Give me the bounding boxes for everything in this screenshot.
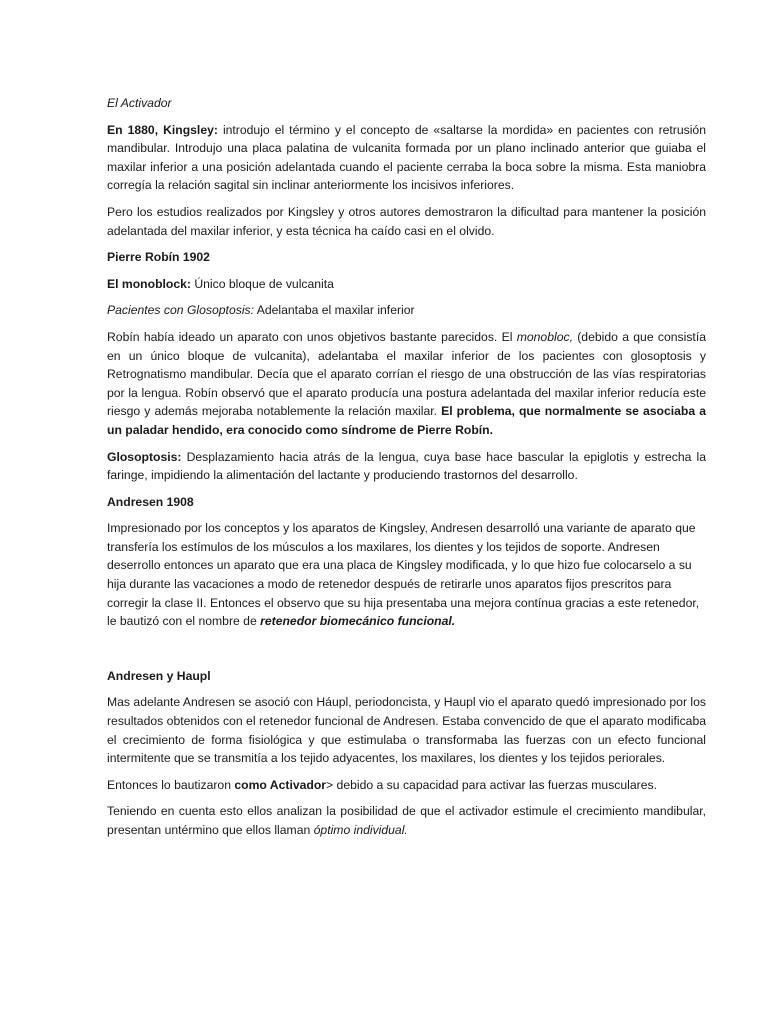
- paragraph-optimo: [107, 802, 706, 839]
- document-title: El Activador: [107, 96, 172, 110]
- heading-andresen: Andresen 1908: [107, 494, 194, 509]
- optimo-italic: óptimo individual.: [313, 823, 408, 837]
- andresen-text: Impresionado por los conceptos y los aparatos de Kingsley, Andresen desarrolló una variante de aparato que transfería los estímulos de los músculos a los maxilares, los dientes y los tejidos de soporte. Andresen deserrollo entonces un aparato que era una placa de Kingsley modificada, y lo que hizo fue colocarselo a su hija durante las vacaciones a modo de retenedor después de retirarle unos aparatos fijos prescritos para corregir la clase II. Entonces el observo que su hija presentaba una mejora contínua gracias a este retenedor, le bautizó con el nombre de: [107, 521, 700, 629]
- bautizaron-activador: como Activador: [234, 777, 327, 792]
- paragraph-bautizaron: [107, 776, 706, 795]
- paragraph-andresen: [107, 519, 706, 631]
- heading-pierre-robin: Pierre Robín 1902: [107, 250, 210, 265]
- monoblock-text: Único bloque de vulcanita: [190, 276, 334, 291]
- robin-monobloc: monobloc,: [516, 329, 573, 344]
- bautizaron-text-2: > debido a su capacidad para activar las fuerzas musculares.: [326, 777, 657, 792]
- glosoptosis-def-lead: Glosoptosis:: [107, 449, 182, 464]
- optimo-text: Teniendo en cuenta esto ellos analizan la posibilidad de que el activador estimule el crecimiento mandibular, presentan untérmino que ellos llaman: [107, 804, 706, 837]
- paragraph-robin: [107, 328, 706, 440]
- paragraph-haupl: Mas adelante Andresen se asoció con Háupl, periodoncista, y Haupl vio el aparato quedó impresionado por los resultados obtenidos con el retenedor funcional de Andresen. Estaba convencido de que el aparato modificaba el crecimiento de forma fisiológica y que estimulaba o transformaba las fuerzas con un efecto funcional intermitente que se transmitía a los tejido adyacentes, los maxilares, los dientes y los tejidos periorales.: [107, 695, 706, 766]
- andresen-retenedor: retenedor biomecánico funcional.: [260, 614, 456, 629]
- glosoptosis-patients-text: Adelantaba el maxilar inferior: [254, 303, 415, 318]
- robin-text-2: (debido a que consistía en un único bloque de vulcanita), adelantaba el maxilar inferior de los pacientes con glosoptosis y Retrognatismo mandibular. Decía que el aparato corrían el riesgo de una obstrucción de las vías respiratorias por la lengua. Robín observó que el aparato producía una postura adelantada del maxilar inferior reducía este riesgo y además mejoraba notablemente la relación maxilar.: [107, 329, 706, 419]
- heading-andresen-haupl: Andresen y Haupl: [107, 668, 211, 683]
- monoblock-lead: El monoblock:: [107, 276, 191, 291]
- robin-text-1: Robín había ideado un aparato con unos objetivos bastante parecidos. El: [107, 329, 517, 344]
- glosoptosis-patients-lead: Pacientes con Glosoptosis:: [107, 303, 255, 318]
- section-gap: [107, 639, 706, 667]
- monoblock-line: [107, 275, 706, 294]
- paragraph-glosoptosis-definition: [107, 448, 706, 485]
- robin-bold-end: El problema, que normalmente se asociaba a un paladar hendido, era conocido como síndrome de Pierre Robín.: [107, 404, 706, 437]
- glosoptosis-patients-line: [107, 301, 706, 320]
- paragraph-kingsley: [107, 121, 706, 195]
- kingsley-text: introdujo el término y el concepto de «saltarse la mordida» en pacientes con retrusión mandibular. Introdujo una placa palatina de vulcanita formada por un plano inclinado anterior que guiaba el maxilar inferior a una posición adelantada cuando el paciente cerraba la boca sobre la misma. Esta maniobra corregía la relación sagital sin inclinar anteriormente los incisivos inferiores.: [107, 122, 706, 193]
- bautizaron-text-1: Entonces lo bautizaron: [107, 777, 235, 792]
- kingsley-lead: En 1880, Kingsley:: [107, 122, 218, 137]
- glosoptosis-def-text: Desplazamiento hacia atrás de la lengua, cuya base hace bascular la epiglotis y estrecha la faringe, impidiendo la alimentación del lactante y produciendo trastornos del desarrollo.: [107, 449, 706, 483]
- paragraph-kingsley-studies: Pero los estudios realizados por Kingsley y otros autores demostraron la dificultad para mantener la posición adelantada del maxilar inferior, y esta técnica ha caído casi en el olvido.: [107, 204, 706, 238]
